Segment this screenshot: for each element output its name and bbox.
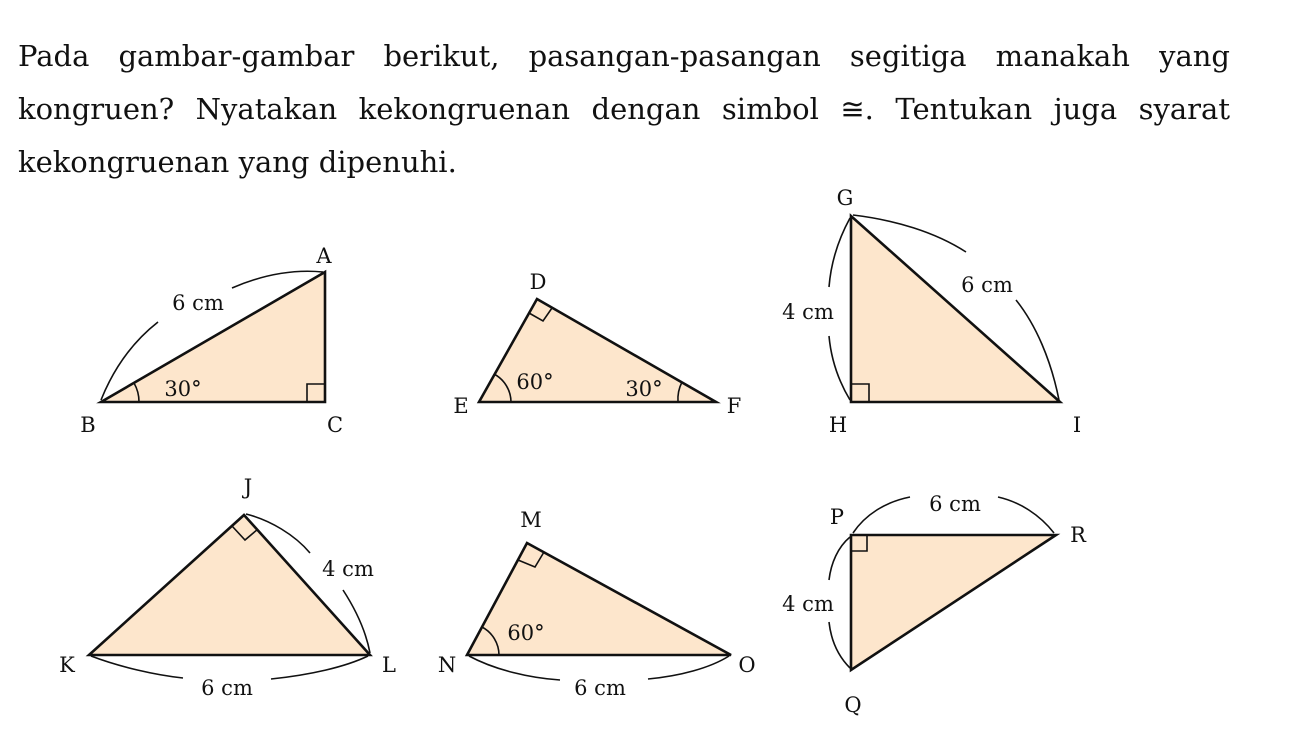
side-label-gi: 6 cm bbox=[961, 273, 1013, 297]
triangle-abc bbox=[80, 244, 343, 437]
side-label-gh: 4 cm bbox=[782, 300, 834, 324]
dimension-arc-no-right bbox=[648, 656, 729, 679]
vertex-label-e: E bbox=[453, 394, 469, 418]
side-label-ab: 6 cm bbox=[172, 291, 224, 315]
vertex-label-q: Q bbox=[844, 693, 862, 717]
vertex-label-n: N bbox=[437, 653, 457, 677]
dimension-arc-gh-bottom bbox=[829, 336, 850, 400]
dimension-arc-pq-top bbox=[829, 537, 850, 580]
side-label-pq: 4 cm bbox=[782, 592, 834, 616]
dimension-arc-pr-right bbox=[998, 497, 1054, 533]
vertex-label-g: G bbox=[836, 186, 854, 210]
dimension-arc-gh-top bbox=[829, 218, 850, 287]
question-text: Pada gambar-gambar berikut, pasangan-pasangan segitiga manakah yang kongruen? Nyatakan kekongruenan dengan simbol ≅. Tentukan juga syarat kekongruenan yang dipenuhi. bbox=[18, 39, 1230, 179]
side-label-kl: 6 cm bbox=[201, 676, 253, 700]
angle-label-f: 30° bbox=[625, 377, 663, 401]
vertex-label-h: H bbox=[828, 413, 848, 437]
vertex-label-a: A bbox=[316, 244, 332, 268]
triangle-ghi bbox=[782, 186, 1081, 437]
triangle-ghi-shape bbox=[851, 216, 1060, 402]
triangle-jkl bbox=[59, 475, 396, 700]
vertex-label-k: K bbox=[59, 653, 75, 677]
angle-label-n: 60° bbox=[507, 621, 545, 645]
dimension-arc-pr-left bbox=[853, 497, 910, 533]
vertex-label-p: P bbox=[829, 505, 845, 529]
vertex-label-j: J bbox=[243, 475, 253, 499]
vertex-label-r: R bbox=[1070, 523, 1086, 547]
angle-label-e: 60° bbox=[516, 370, 554, 394]
angle-label-b: 30° bbox=[164, 377, 202, 401]
dimension-arc-no-left bbox=[469, 656, 560, 680]
triangle-jkl-shape bbox=[89, 515, 370, 655]
triangle-pqr bbox=[782, 492, 1087, 717]
vertex-label-f: F bbox=[726, 394, 742, 418]
side-label-jl: 4 cm bbox=[322, 557, 374, 581]
dimension-arc-kl-right bbox=[271, 656, 368, 679]
dimension-arc-kl-left bbox=[91, 656, 183, 678]
side-label-pr: 6 cm bbox=[929, 492, 981, 516]
vertex-label-m: M bbox=[520, 508, 542, 532]
vertex-label-d: D bbox=[529, 270, 547, 294]
triangle-pqr-shape bbox=[851, 535, 1056, 670]
vertex-label-i: I bbox=[1072, 413, 1082, 437]
triangle-def bbox=[453, 270, 741, 418]
vertex-label-c: C bbox=[326, 413, 344, 437]
side-label-no: 6 cm bbox=[574, 676, 626, 700]
dimension-arc-pq-bottom bbox=[829, 622, 850, 668]
triangle-mno bbox=[438, 508, 756, 700]
vertex-label-o: O bbox=[738, 653, 756, 677]
vertex-label-b: B bbox=[80, 413, 96, 437]
vertex-label-l: L bbox=[382, 653, 396, 677]
